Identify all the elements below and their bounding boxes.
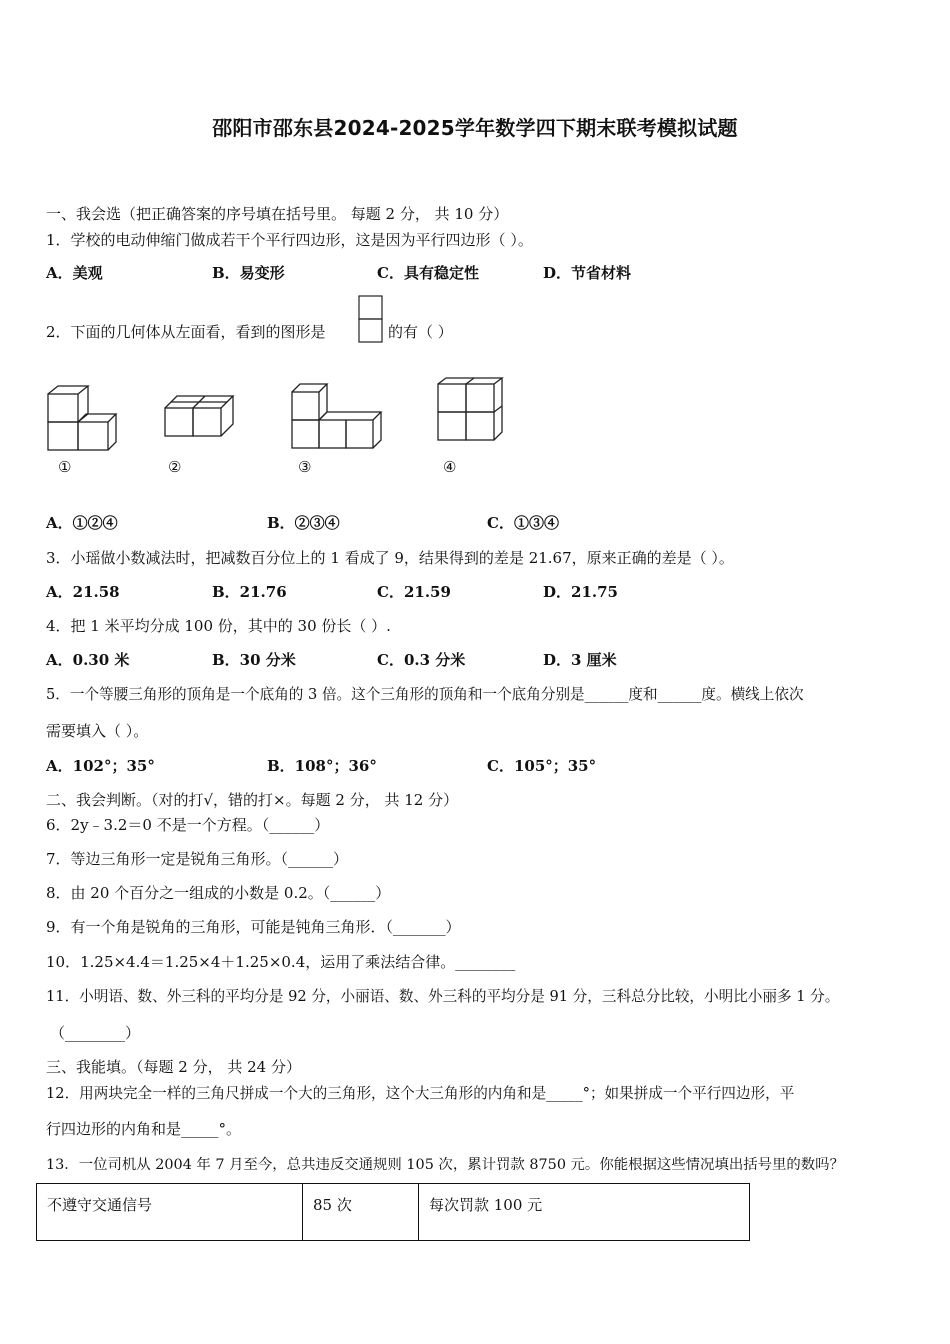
q4-option-b: B．30 分米 bbox=[212, 651, 296, 669]
q5-option-b: B．108°；36° bbox=[267, 757, 377, 775]
q2-option-c: C．①③④ bbox=[487, 514, 559, 532]
section1-heading: 一、我会选（把正确答案的序号填在括号里。 每题 2 分， 共 10 分） bbox=[46, 205, 509, 223]
q13-text: 13．一位司机从 2004 年 7 月至今，总共违反交通规则 105 次，累计罚款 8750 元。你能根据这些情况填出括号里的数吗？ bbox=[46, 1157, 844, 1173]
q1-text: 1．学校的电动伸缩门做成若干个平行四边形，这是因为平行四边形（ ）。 bbox=[46, 231, 533, 249]
figure-2-cubes bbox=[165, 396, 233, 436]
section3-heading: 三、我能填。（每题 2 分， 共 24 分） bbox=[46, 1058, 301, 1076]
q11-text: 11．小明语、数、外三科的平均分是 92 分，小丽语、数、外三科的平均分是 91 分，三科总分比较，小明比小丽多 1 分。 bbox=[46, 988, 840, 1005]
q12-line1: 12．用两块完全一样的三角尺拼成一个大的三角形，这个大三角形的内角和是_____°；如果拼成一个平行四边形，平 bbox=[46, 1085, 795, 1102]
q4-option-c: C．0.3 分米 bbox=[377, 651, 466, 669]
table-cell: 每次罚款 100 元 bbox=[419, 1184, 750, 1241]
q5-text: 5．一个等腰三角形的顶角是一个底角的 3 倍。这个三角形的顶角和一个底角分别是______度和______度。横线上依次 bbox=[46, 686, 804, 703]
q1-option-c: C．具有稳定性 bbox=[377, 264, 479, 282]
q8-text: 8．由 20 个百分之一组成的小数是 0.2。（______） bbox=[46, 884, 391, 902]
q2-option-a: A．①②④ bbox=[46, 514, 118, 532]
q5-text2: 需要填入（ ）。 bbox=[46, 722, 149, 740]
table-cell: 85 次 bbox=[303, 1184, 419, 1241]
figure-label-3: ③ bbox=[298, 458, 312, 476]
figure-3-cubes bbox=[292, 384, 381, 448]
q12-line2: 行四边形的内角和是_____°。 bbox=[46, 1120, 242, 1138]
q10-text: 10．1.25×4.4＝1.25×4＋1.25×0.4，运用了乘法结合律。________ bbox=[46, 953, 516, 971]
q3-option-b: B．21.76 bbox=[212, 583, 287, 601]
q7-text: 7．等边三角形一定是锐角三角形。（______） bbox=[46, 850, 349, 868]
q9-text: 9．有一个角是锐角的三角形，可能是钝角三角形．（_______） bbox=[46, 918, 461, 936]
section2-heading: 二、我会判断。（对的打√，错的打×。每题 2 分， 共 12 分） bbox=[46, 791, 459, 809]
figure-label-4: ④ bbox=[443, 458, 457, 476]
table-row bbox=[37, 1184, 750, 1241]
q3-option-a: A．21.58 bbox=[46, 583, 120, 601]
q3-text: 3．小瑶做小数减法时，把减数百分位上的 1 看成了 9，结果得到的差是 21.67，原来正确的差是（ ）。 bbox=[46, 549, 734, 567]
q3-option-d: D．21.75 bbox=[543, 583, 618, 601]
q2-text-before: 2．下面的几何体从左面看，看到的图形是 bbox=[46, 323, 326, 341]
q4-text: 4．把 1 米平均分成 100 份，其中的 30 份长（ ）. bbox=[46, 617, 391, 635]
q4-option-a: A．0.30 米 bbox=[46, 651, 130, 669]
figure-4-cubes bbox=[438, 378, 502, 440]
q11-answer: （________） bbox=[50, 1024, 141, 1042]
figure-label-1: ① bbox=[58, 458, 72, 476]
two-stacked-squares-icon bbox=[358, 295, 384, 345]
q1-option-b: B．易变形 bbox=[212, 264, 285, 282]
page-title: 邵阳市邵东县2024-2025学年数学四下期末联考模拟试题 bbox=[212, 116, 738, 140]
q1-option-d: D．节省材料 bbox=[543, 264, 632, 282]
figure-1-cubes bbox=[48, 386, 116, 450]
q2-text-after: 的有（ ） bbox=[388, 323, 453, 341]
figure-label-2: ② bbox=[168, 458, 182, 476]
q1-option-a: A．美观 bbox=[46, 264, 103, 282]
q13-table bbox=[36, 1183, 750, 1241]
q2-option-b: B．②③④ bbox=[267, 514, 340, 532]
q3-option-c: C．21.59 bbox=[377, 583, 451, 601]
q6-text: 6．2y﹣3.2＝0 不是一个方程。（______） bbox=[46, 816, 330, 834]
table-cell: 不遵守交通信号 bbox=[37, 1184, 303, 1241]
q5-option-c: C．105°；35° bbox=[487, 757, 597, 775]
q4-option-d: D．3 厘米 bbox=[543, 651, 617, 669]
q5-option-a: A．102°；35° bbox=[46, 757, 155, 775]
